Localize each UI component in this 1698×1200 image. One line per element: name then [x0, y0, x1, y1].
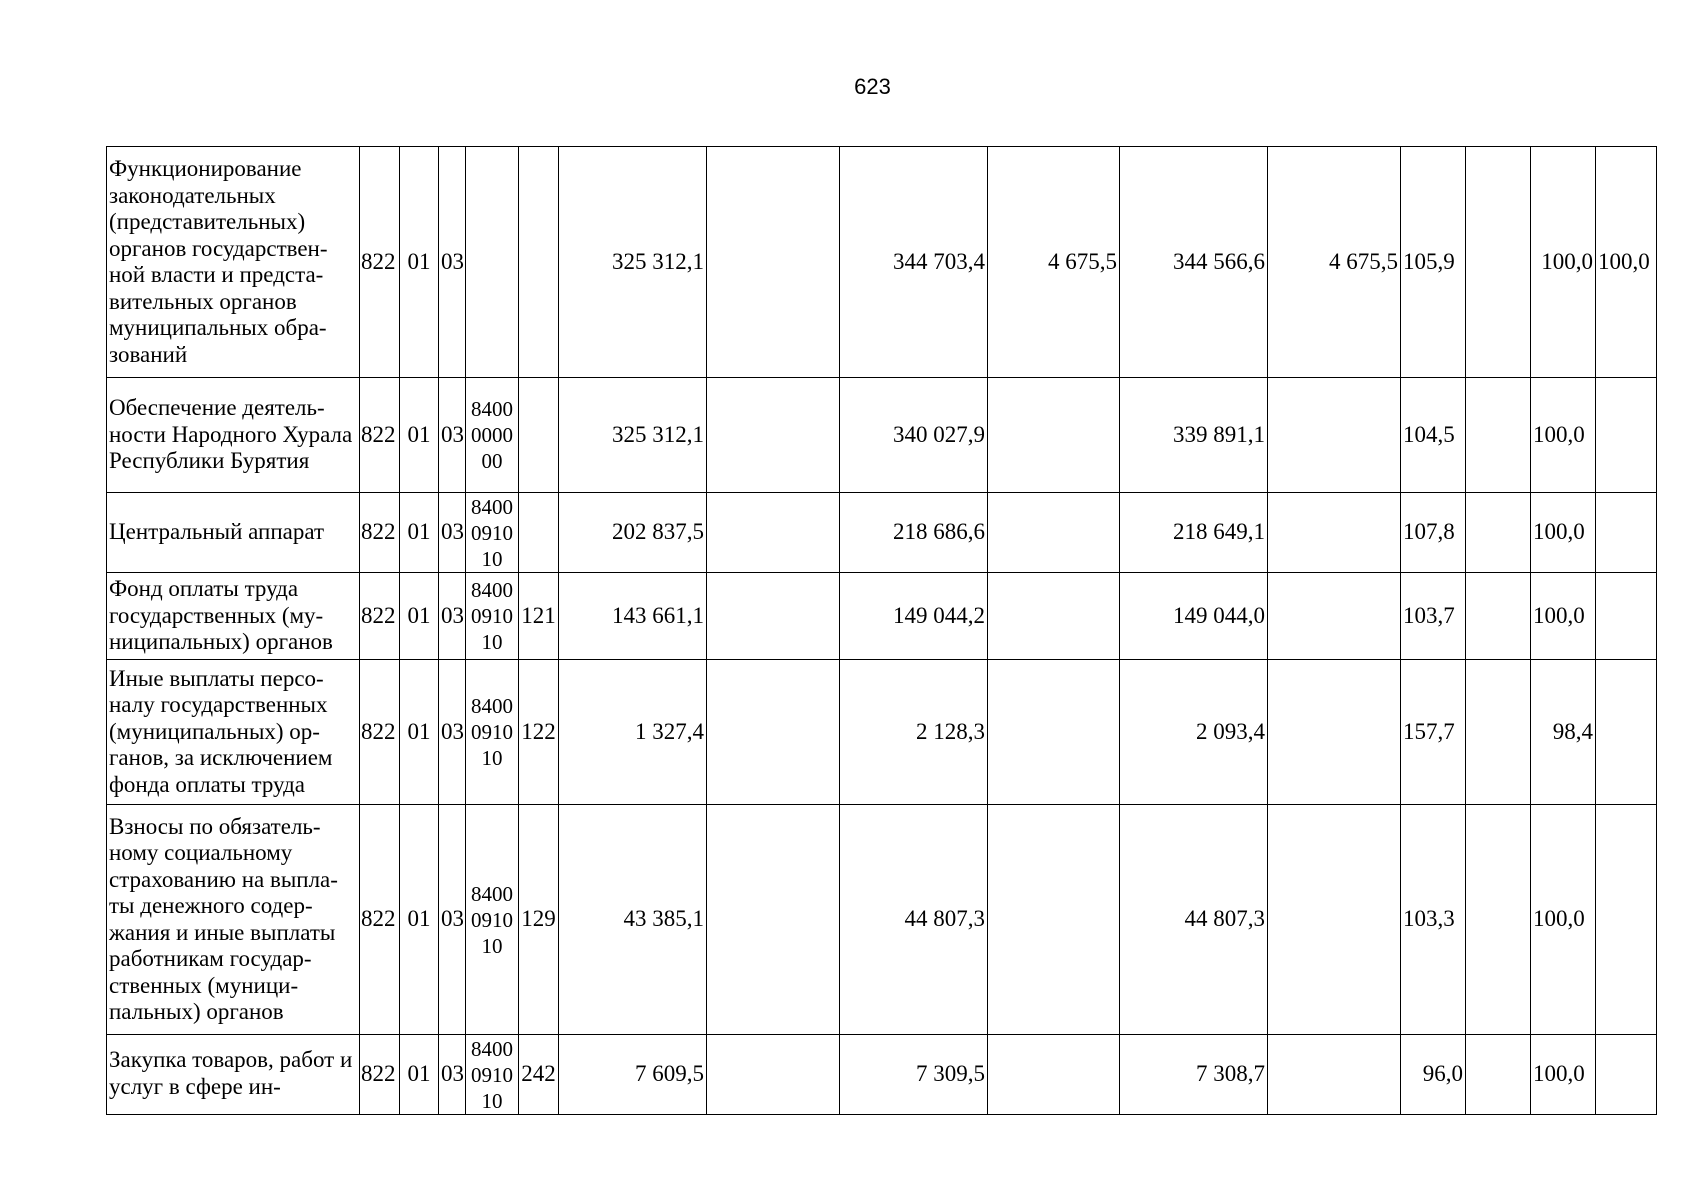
cell-col2 [707, 378, 840, 493]
adm-code: 822 [360, 378, 400, 493]
cell-col3: 340 027,9 [840, 378, 988, 493]
cell-col5: 7 308,7 [1120, 1035, 1268, 1115]
section-code: 01 [400, 573, 439, 660]
cell-col4 [988, 660, 1120, 805]
cell-col5: 44 807,3 [1120, 805, 1268, 1035]
cell-col8 [1466, 573, 1531, 660]
cell-col3: 2 128,3 [840, 660, 988, 805]
adm-code: 822 [360, 147, 400, 378]
target-item-code: 8400 0910 10 [466, 573, 519, 660]
cell-col1: 325 312,1 [559, 378, 707, 493]
cell-col8 [1466, 147, 1531, 378]
page-number: 623 [854, 74, 891, 99]
cell-col2 [707, 805, 840, 1035]
subsection-code: 03 [439, 493, 466, 573]
cell-col10 [1596, 660, 1657, 805]
adm-code: 822 [360, 660, 400, 805]
cell-col4 [988, 1035, 1120, 1115]
cell-col1: 43 385,1 [559, 805, 707, 1035]
row-name: Взносы по обязатель-ному социальному страхованию на выпла-ты денежного содер-жания и иные выплаты работникам государ-ственных (муници-пальных) органов [107, 805, 360, 1035]
row-name: Функционирование законодательных (представительных) органов государствен-ной власти и предста-вительных органов муниципальных обра-зований [107, 147, 360, 378]
cell-col1: 325 312,1 [559, 147, 707, 378]
adm-code: 822 [360, 805, 400, 1035]
cell-col4 [988, 378, 1120, 493]
section-code: 01 [400, 147, 439, 378]
cell-col2 [707, 660, 840, 805]
subsection-code: 03 [439, 573, 466, 660]
target-item-code: 8400 0910 10 [466, 493, 519, 573]
cell-col7: 105,9 [1401, 147, 1466, 378]
cell-col8 [1466, 493, 1531, 573]
expense-type-code [519, 378, 559, 493]
cell-col8 [1466, 1035, 1531, 1115]
budget-table [106, 146, 1657, 1115]
cell-col9: 100,0 [1531, 573, 1596, 660]
row-name: Иные выплаты персо-налу государственных (муниципальных) ор-ганов, за исключением фонда оплаты труда [107, 660, 360, 805]
cell-col7: 157,7 [1401, 660, 1466, 805]
cell-col10 [1596, 493, 1657, 573]
cell-col10 [1596, 1035, 1657, 1115]
cell-col2 [707, 1035, 840, 1115]
cell-col2 [707, 493, 840, 573]
table-row [107, 573, 1657, 660]
cell-col5: 149 044,0 [1120, 573, 1268, 660]
expense-type-code: 121 [519, 573, 559, 660]
cell-col6: 4 675,5 [1268, 147, 1401, 378]
cell-col8 [1466, 805, 1531, 1035]
cell-col1: 7 609,5 [559, 1035, 707, 1115]
cell-col3: 344 703,4 [840, 147, 988, 378]
cell-col10 [1596, 805, 1657, 1035]
subsection-code: 03 [439, 378, 466, 493]
section-code: 01 [400, 660, 439, 805]
cell-col9: 98,4 [1531, 660, 1596, 805]
cell-col4 [988, 493, 1120, 573]
target-item-code: 8400 0000 00 [466, 378, 519, 493]
cell-col2 [707, 573, 840, 660]
cell-col3: 149 044,2 [840, 573, 988, 660]
cell-col10: 100,0 [1596, 147, 1657, 378]
cell-col5: 344 566,6 [1120, 147, 1268, 378]
cell-col6 [1268, 660, 1401, 805]
cell-col9: 100,0 [1531, 378, 1596, 493]
cell-col9: 100,0 [1531, 1035, 1596, 1115]
cell-col3: 218 686,6 [840, 493, 988, 573]
row-name: Фонд оплаты труда государственных (му-ниципальных) органов [107, 573, 360, 660]
cell-col7: 107,8 [1401, 493, 1466, 573]
table-row [107, 805, 1657, 1035]
adm-code: 822 [360, 1035, 400, 1115]
target-item-code [466, 147, 519, 378]
subsection-code: 03 [439, 1035, 466, 1115]
cell-col7: 104,5 [1401, 378, 1466, 493]
cell-col4 [988, 573, 1120, 660]
cell-col7: 103,3 [1401, 805, 1466, 1035]
table-row [107, 1035, 1657, 1115]
target-item-code: 8400 0910 10 [466, 1035, 519, 1115]
cell-col8 [1466, 378, 1531, 493]
expense-type-code: 122 [519, 660, 559, 805]
subsection-code: 03 [439, 660, 466, 805]
cell-col1: 143 661,1 [559, 573, 707, 660]
cell-col9: 100,0 [1531, 493, 1596, 573]
cell-col6 [1268, 493, 1401, 573]
row-name: Обеспечение деятель-ности Народного Хурала Республики Бурятия [107, 378, 360, 493]
cell-col5: 218 649,1 [1120, 493, 1268, 573]
expense-type-code [519, 493, 559, 573]
section-code: 01 [400, 378, 439, 493]
expense-type-code: 129 [519, 805, 559, 1035]
cell-col6 [1268, 378, 1401, 493]
section-code: 01 [400, 805, 439, 1035]
cell-col8 [1466, 660, 1531, 805]
cell-col1: 202 837,5 [559, 493, 707, 573]
cell-col7: 96,0 [1401, 1035, 1466, 1115]
cell-col10 [1596, 573, 1657, 660]
row-name: Центральный аппарат [107, 493, 360, 573]
cell-col5: 2 093,4 [1120, 660, 1268, 805]
cell-col2 [707, 147, 840, 378]
table-row [107, 660, 1657, 805]
cell-col9: 100,0 [1531, 147, 1596, 378]
expense-type-code: 242 [519, 1035, 559, 1115]
table-row [107, 493, 1657, 573]
cell-col9: 100,0 [1531, 805, 1596, 1035]
cell-col7: 103,7 [1401, 573, 1466, 660]
cell-col1: 1 327,4 [559, 660, 707, 805]
subsection-code: 03 [439, 147, 466, 378]
section-code: 01 [400, 1035, 439, 1115]
cell-col4: 4 675,5 [988, 147, 1120, 378]
table-row [107, 378, 1657, 493]
table-row [107, 147, 1657, 378]
row-name: Закупка товаров, работ и услуг в сфере ин- [107, 1035, 360, 1115]
target-item-code: 8400 0910 10 [466, 805, 519, 1035]
adm-code: 822 [360, 573, 400, 660]
cell-col4 [988, 805, 1120, 1035]
cell-col3: 7 309,5 [840, 1035, 988, 1115]
adm-code: 822 [360, 493, 400, 573]
cell-col6 [1268, 1035, 1401, 1115]
expense-type-code [519, 147, 559, 378]
subsection-code: 03 [439, 805, 466, 1035]
section-code: 01 [400, 493, 439, 573]
cell-col10 [1596, 378, 1657, 493]
target-item-code: 8400 0910 10 [466, 660, 519, 805]
cell-col3: 44 807,3 [840, 805, 988, 1035]
cell-col6 [1268, 573, 1401, 660]
cell-col5: 339 891,1 [1120, 378, 1268, 493]
cell-col6 [1268, 805, 1401, 1035]
